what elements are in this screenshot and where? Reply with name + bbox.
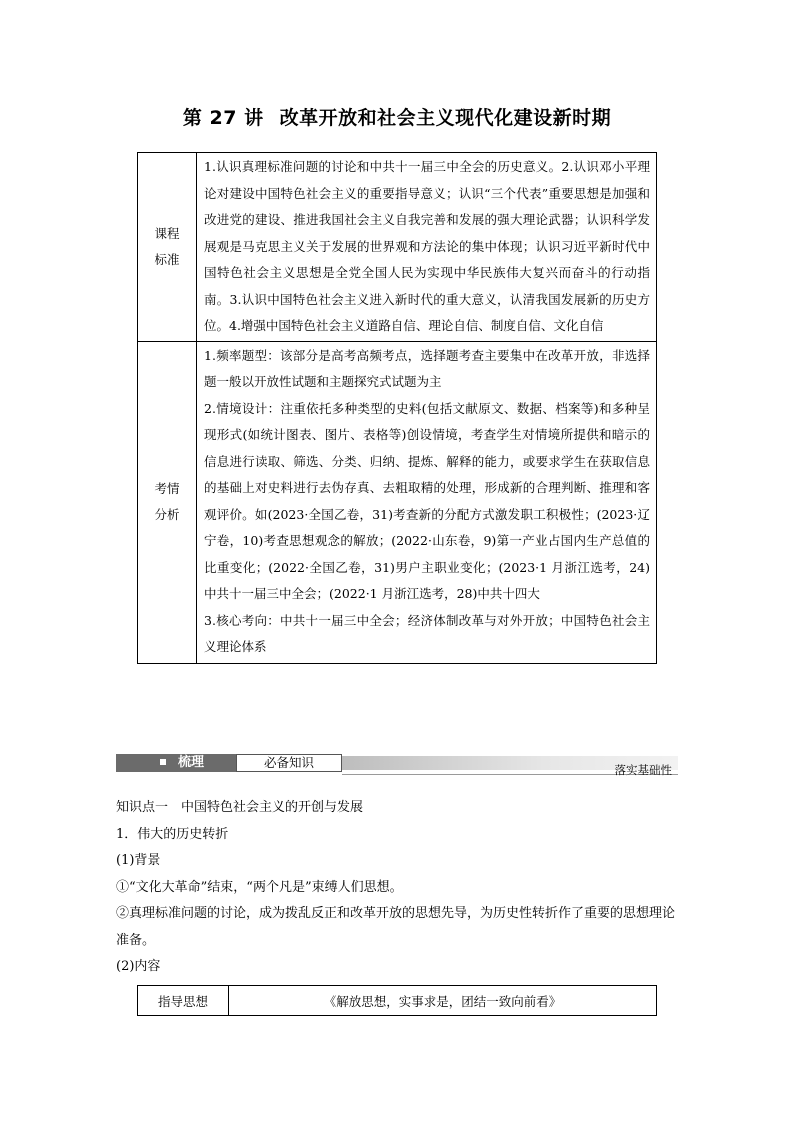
banner-tab-dark — [116, 754, 236, 772]
row-head-line: 课程 — [154, 225, 180, 241]
row-head-analysis — [138, 341, 197, 663]
table-row-standard — [138, 153, 657, 342]
table-row-analysis — [138, 341, 657, 663]
curriculum-table — [137, 152, 657, 664]
square-icon — [160, 759, 166, 765]
content-table — [137, 985, 657, 1016]
paragraph: ①“文化大革命”结束，“两个凡是”束缚人们思想。 — [116, 879, 403, 895]
section-banner — [116, 754, 678, 776]
lesson-title-text: 改革开放和社会主义现代化建设新时期 — [279, 107, 612, 129]
row-body-standard — [197, 153, 657, 342]
banner-dark-label: 梳理 — [178, 755, 205, 770]
row-body-analysis — [197, 341, 657, 663]
item-heading: (1)背景 — [116, 853, 161, 868]
banner-right-tag: 落实基础性 — [614, 763, 672, 777]
table-row — [138, 986, 657, 1016]
knowledge-heading: 知识点一 中国特色社会主义的开创与发展 — [116, 800, 364, 815]
row-head-line: 标准 — [154, 251, 180, 267]
lesson-number: 第 27 讲 — [182, 107, 264, 129]
row-head-standard — [138, 153, 197, 342]
analysis-core: 3.核心考向：中共十一届三中全会；经济体制改革与对外开放；中国特色社会主义理论体系 — [204, 612, 650, 654]
paragraph: ②真理标准问题的讨论，成为拨乱反正和改革开放的思想先导，为历史性转折作了重要的思想理论准备。 — [116, 906, 676, 948]
table-value-cell: 《解放思想，实事求是，团结一致向前看》 — [229, 986, 657, 1016]
standard-text: 1.认识真理标准问题的讨论和中共十一届三中全会的历史意义。2.认识邓小平理论对建设中国特色社会主义的重要指导意义；认识“三个代表”重要思想是加强和改进党的建设、推进我国社会主义自我完善和发展的强大理论武器；认识科学发展观是马克思主义关于发展的世界观和方法论的集中体现；认识习近平新时代中国特色社会主义思想是全党全国人民为实现中华民族伟大复兴而奋斗的行动指南。3.认识中国特色社会主义进入新时代的重大意义，认清我国发展新的历史方位。4.增强中国特色社会主义道路自信、理论自信、制度自信、文化自信 — [204, 159, 650, 333]
analysis-context: 2.情境设计：注重依托多种类型的史料(包括文献原文、数据、档案等)和多种呈现形式(如统计图表、图片、表格等)创设情境，考查学生对情境所提供和暗示的信息进行读取、筛选、分类、归纳、提炼、解释的能力，或要求学生在获取信息的基础上对史料进行去伪存真、去粗取精的处理，形成新的合理判断、推理和客观评价。如(2023·全国乙卷，31)考查新的分配方式激发职工积极性；(2023·辽宁卷，10)考查思想观念的解放；(2022·山东卷，9)第一产业占国内生产总值的比重变化；(2022·全国乙卷，31)男户主职业变化；(2023·1 月浙江选考，24)中共十一届三中全会；(2022·1 月浙江选考，28)中共十四大 — [204, 400, 650, 601]
row-head-line: 分析 — [154, 507, 180, 522]
row-head-line: 考情 — [154, 481, 180, 496]
table-key-cell: 指导思想 — [138, 986, 229, 1016]
banner-tab-light: 必备知识 — [236, 754, 342, 772]
knowledge-content — [116, 795, 678, 981]
lesson-title — [0, 103, 794, 130]
subsection-heading: 1．伟大的历史转折 — [116, 826, 229, 842]
analysis-frequency: 1.频率题型：该部分是高考高频考点，选择题考查主要集中在改革开放，非选择题一般以开放性试题和主题探究式试题为主 — [204, 347, 650, 389]
item-heading: (2)内容 — [116, 959, 161, 974]
